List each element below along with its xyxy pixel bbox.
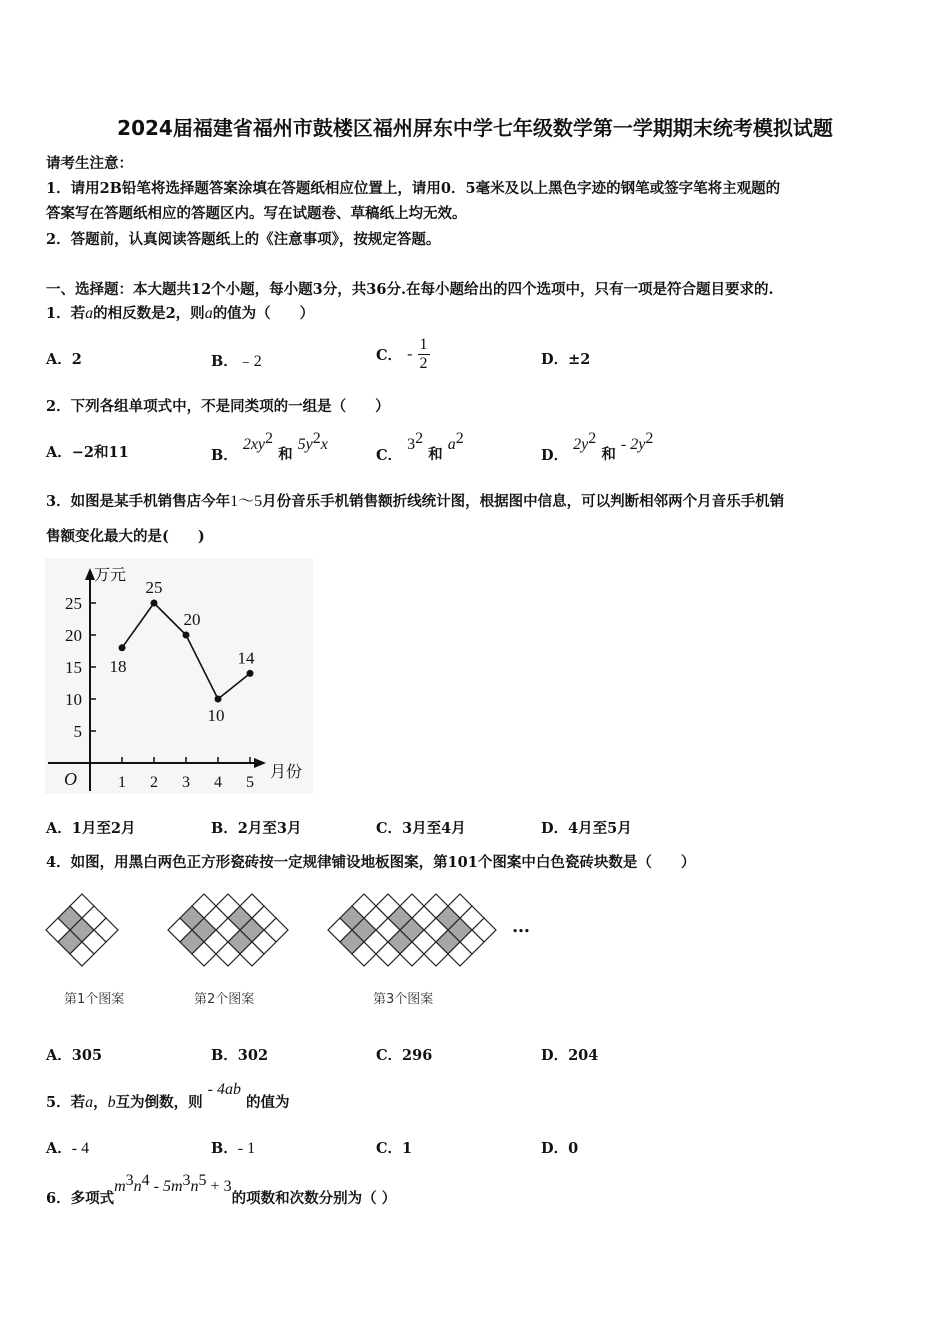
origin-label: O xyxy=(64,769,77,789)
q1-option-c[interactable]: C． - $\frac{1}{2}$ xyxy=(376,336,428,372)
data-point xyxy=(183,632,190,639)
chart-background xyxy=(45,558,313,794)
tile-pattern-3 xyxy=(328,894,496,966)
question-1-stem: 1．若a的相反数是2，则a的值为（ ） xyxy=(46,305,315,322)
y-tick-label: 20 xyxy=(65,626,82,645)
notice-line-2: 答案写在答题纸相应的答题区内。写在试题卷、草稿纸上均无效。 xyxy=(46,205,467,222)
q3-option-a[interactable]: A．1月至2月 xyxy=(46,820,136,837)
y-axis-label: 万元 xyxy=(94,565,127,584)
q3-option-d[interactable]: D．4月至5月 xyxy=(541,820,632,837)
section-heading: 一、选择题：本大题共12个小题，每小题3分，共36分.在每小题给出的四个选项中，只有一项是符合题目要求的. xyxy=(46,281,774,298)
y-tick-label: 5 xyxy=(73,722,82,741)
data-label: 10 xyxy=(207,706,225,725)
sales-line-chart xyxy=(40,558,320,798)
question-3-stem-line-1: 3．如图是某手机销售店今年1～5月份音乐手机销售额折线统计图，根据图中信息，可以判断相邻两个月音乐手机销 xyxy=(46,493,785,510)
q3-option-b[interactable]: B．2月至3月 xyxy=(211,820,302,837)
data-label: 20 xyxy=(183,610,201,629)
notice-line-3: 2．答题前，认真阅读答题纸上的《注意事项》，按规定答题。 xyxy=(46,231,441,248)
q4-option-a[interactable]: A．305 xyxy=(46,1047,103,1064)
page-title: 2024届福建省福州市鼓楼区福州屏东中学七年级数学第一学期期末统考模拟试题 xyxy=(117,116,833,140)
data-point xyxy=(151,600,158,607)
notice-heading: 请考生注意： xyxy=(46,155,133,172)
data-point xyxy=(215,696,222,703)
x-tick-label: 4 xyxy=(214,774,222,791)
q4-option-c[interactable]: C．296 xyxy=(376,1047,433,1064)
pattern-2-caption: 第2个图案 xyxy=(194,992,255,1007)
pattern-ellipsis: … xyxy=(512,916,530,937)
q4-option-b[interactable]: B．302 xyxy=(211,1047,269,1064)
data-point xyxy=(119,644,126,651)
q5-option-c[interactable]: C．1 xyxy=(376,1140,413,1157)
question-5-stem: 5．若a，b互为倒数，则 - 4ab 的值为 xyxy=(46,1081,290,1111)
question-3-stem-line-2: 售额变化最大的是( ) xyxy=(46,528,205,545)
q2-option-a[interactable]: A．−2和11 xyxy=(46,444,129,461)
q2-option-d[interactable]: D． $2y^2$ 和 - $2y^2$ xyxy=(541,430,654,464)
y-tick-label: 15 xyxy=(65,658,82,677)
pattern-3-caption: 第3个图案 xyxy=(373,992,434,1007)
question-2-stem: 2．下列各组单项式中，不是同类项的一组是（ ） xyxy=(46,398,390,415)
tile-patterns-figure xyxy=(40,880,520,980)
q2-option-c[interactable]: C． $3^2$ 和 $a^2$ xyxy=(376,430,464,464)
tile-pattern-2 xyxy=(168,894,288,966)
q1-option-b[interactable]: B．﹣2 xyxy=(211,353,262,370)
question-4-stem: 4．如图，用黑白两色正方形瓷砖按一定规律铺设地板图案，第101个图案中白色瓷砖块数是（ ） xyxy=(46,854,696,871)
data-label: 14 xyxy=(237,648,255,668)
data-label: 18 xyxy=(109,656,127,676)
pattern-1-caption: 第1个图案 xyxy=(64,992,125,1007)
notice-line-1: 1．请用2B铅笔将选择题答案涂填在答题纸相应位置上，请用0．5毫米及以上黑色字迹的钢笔或签字笔将主观题的 xyxy=(46,180,781,197)
tile-pattern-1 xyxy=(46,894,118,966)
x-tick-label: 3 xyxy=(182,774,190,791)
x-axis-label: 月份 xyxy=(270,762,303,781)
x-tick-label: 1 xyxy=(118,774,126,791)
y-tick-label: 25 xyxy=(65,594,82,613)
q3-option-c[interactable]: C．3月至4月 xyxy=(376,820,466,837)
q4-option-d[interactable]: D．204 xyxy=(541,1047,599,1064)
q2-option-b[interactable]: B． $2xy^2$ 和 $5y^2x$ xyxy=(211,430,328,464)
y-tick-label: 10 xyxy=(65,690,82,709)
q1-option-d[interactable]: D．±2 xyxy=(541,351,591,368)
fraction: $\frac{1}{2}$ xyxy=(419,336,428,372)
data-point xyxy=(247,670,254,677)
data-label: 25 xyxy=(145,578,163,597)
q5-option-d[interactable]: D．0 xyxy=(541,1140,579,1157)
q1-option-a[interactable]: A．2 xyxy=(46,351,82,368)
x-tick-label: 2 xyxy=(150,774,158,791)
q5-option-a[interactable]: A．- 4 xyxy=(46,1140,90,1157)
question-6-stem: 6．多项式$m^3n^4 - 5m^3n^5 + 3$的项数和次数分别为（ ） xyxy=(46,1172,397,1207)
q5-option-b[interactable]: B．- 1 xyxy=(211,1140,256,1157)
x-tick-label: 5 xyxy=(246,774,254,791)
